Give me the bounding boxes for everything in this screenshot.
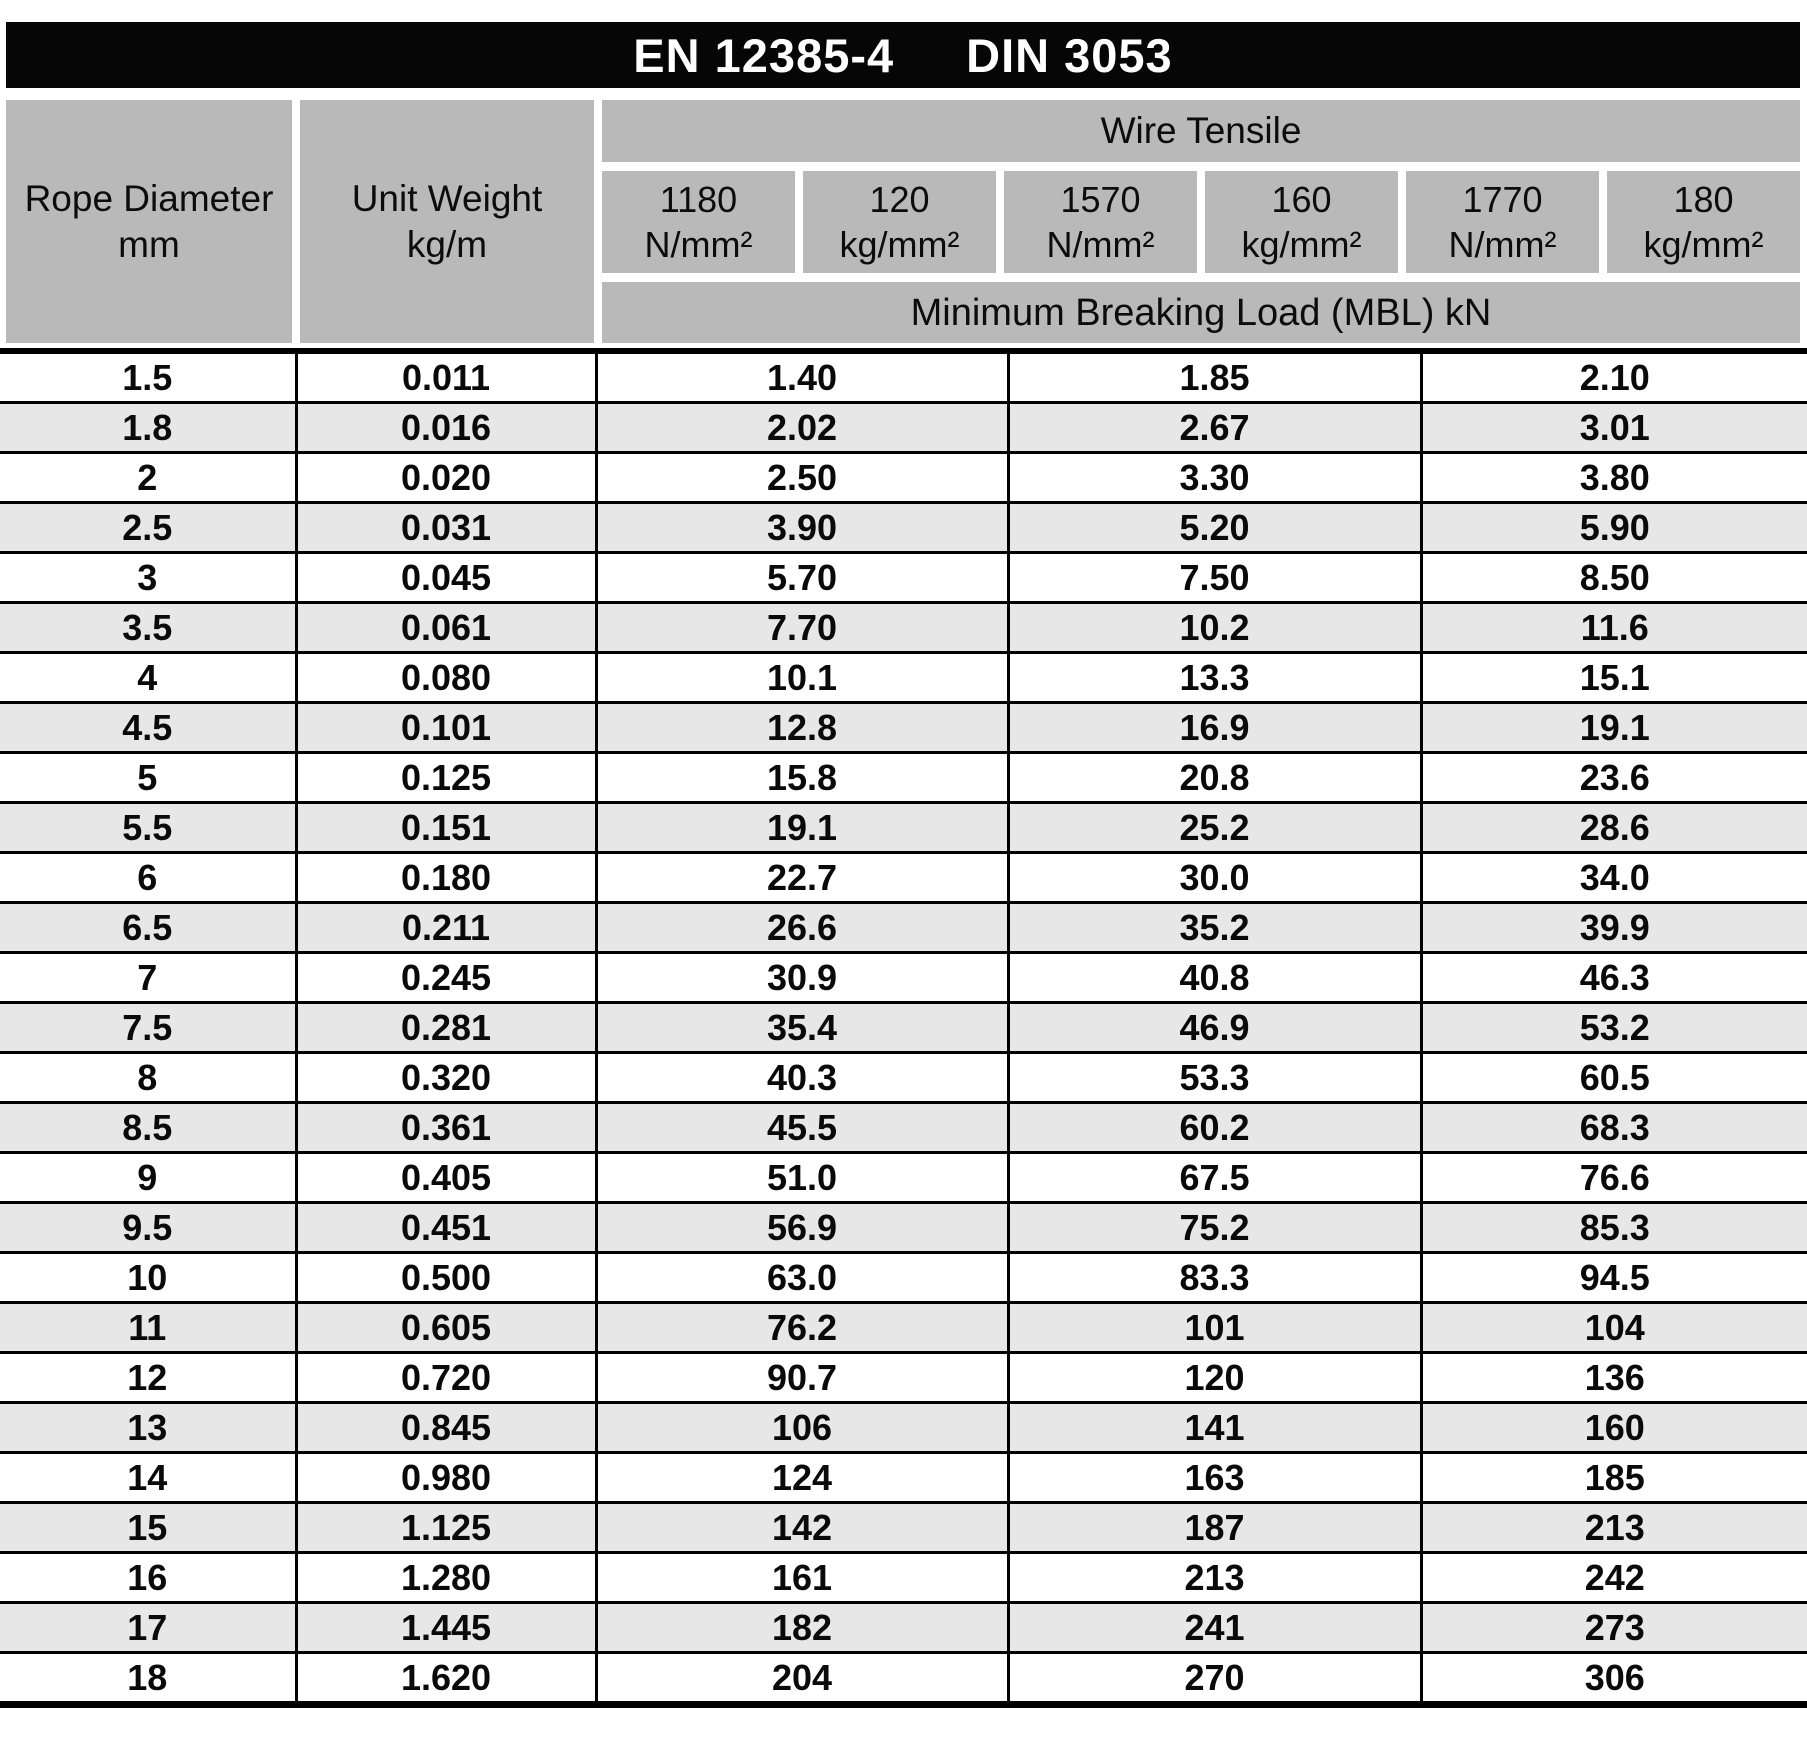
unit-weight-header-line1: Unit Weight	[351, 177, 543, 219]
rope-diameter-cell: 8	[0, 1053, 296, 1103]
unit-weight-cell: 0.361	[296, 1103, 596, 1153]
rope-diameter-cell: 17	[0, 1603, 296, 1653]
rope-diameter-cell: 2	[0, 453, 296, 503]
rope-diameter-cell: 10	[0, 1253, 296, 1303]
mbl-1180-cell: 90.7	[596, 1353, 1008, 1403]
mbl-1180-cell: 2.50	[596, 453, 1008, 503]
unit-weight-cell: 0.125	[296, 753, 596, 803]
table-row	[0, 1453, 1807, 1503]
mbl-1570-cell: 270	[1008, 1653, 1421, 1702]
table-row	[0, 1603, 1807, 1653]
mbl-1770-cell: 273	[1421, 1603, 1807, 1653]
tensile-grade-unit: kg/mm²	[1643, 224, 1764, 265]
mbl-1770-cell: 23.6	[1421, 753, 1807, 803]
unit-weight-cell: 1.620	[296, 1653, 596, 1702]
table-row	[0, 1003, 1807, 1053]
table-row	[0, 1653, 1807, 1702]
tensile-grade-unit: N/mm²	[1448, 224, 1557, 265]
unit-weight-cell: 0.180	[296, 853, 596, 903]
mbl-1770-cell: 306	[1421, 1653, 1807, 1702]
unit-weight-cell: 0.980	[296, 1453, 596, 1503]
unit-weight-cell: 0.016	[296, 403, 596, 453]
unit-weight-cell: 0.845	[296, 1403, 596, 1453]
mbl-1180-cell: 106	[596, 1403, 1008, 1453]
mbl-1770-cell: 68.3	[1421, 1103, 1807, 1153]
rope-diameter-cell: 3	[0, 553, 296, 603]
mbl-1180-cell: 76.2	[596, 1303, 1008, 1353]
rope-diameter-cell: 12	[0, 1353, 296, 1403]
rope-diameter-cell: 4.5	[0, 703, 296, 753]
mbl-1180-cell: 182	[596, 1603, 1008, 1653]
unit-weight-cell: 0.605	[296, 1303, 596, 1353]
table-row	[0, 1553, 1807, 1603]
mbl-1570-cell: 213	[1008, 1553, 1421, 1603]
mbl-1180-cell: 1.40	[596, 354, 1008, 403]
mbl-1570-cell: 67.5	[1008, 1153, 1421, 1203]
tensile-grade-header-160	[1205, 171, 1398, 273]
mbl-1180-cell: 161	[596, 1553, 1008, 1603]
mbl-1180-cell: 3.90	[596, 503, 1008, 553]
rope-diameter-cell: 1.5	[0, 354, 296, 403]
tensile-grade-header-1570	[1004, 171, 1197, 273]
mbl-1770-cell: 34.0	[1421, 853, 1807, 903]
rope-diameter-cell: 8.5	[0, 1103, 296, 1153]
tensile-grade-value: 160	[1271, 179, 1332, 220]
mbl-data-table	[0, 354, 1807, 1701]
mbl-1570-cell: 2.67	[1008, 403, 1421, 453]
mbl-1180-cell: 30.9	[596, 953, 1008, 1003]
tensile-grade-value: 180	[1673, 179, 1734, 220]
mbl-1570-cell: 40.8	[1008, 953, 1421, 1003]
table-row	[0, 403, 1807, 453]
mbl-1180-cell: 204	[596, 1653, 1008, 1702]
mbl-1570-cell: 46.9	[1008, 1003, 1421, 1053]
mbl-1570-cell: 241	[1008, 1603, 1421, 1653]
mbl-1180-cell: 124	[596, 1453, 1008, 1503]
tensile-grade-header-1180	[602, 171, 795, 273]
unit-weight-cell: 0.101	[296, 703, 596, 753]
unit-weight-cell: 0.151	[296, 803, 596, 853]
mbl-1570-cell: 5.20	[1008, 503, 1421, 553]
table-row	[0, 653, 1807, 703]
mbl-1180-cell: 35.4	[596, 1003, 1008, 1053]
rope-diameter-header-line2: mm	[118, 223, 180, 265]
mbl-1770-cell: 60.5	[1421, 1053, 1807, 1103]
rope-diameter-cell: 15	[0, 1503, 296, 1553]
rope-diameter-cell: 7	[0, 953, 296, 1003]
unit-weight-cell: 0.011	[296, 354, 596, 403]
table-row	[0, 803, 1807, 853]
rope-diameter-cell: 11	[0, 1303, 296, 1353]
table-row	[0, 1353, 1807, 1403]
mbl-1180-cell: 22.7	[596, 853, 1008, 903]
table-header	[6, 100, 1800, 343]
table-row	[0, 903, 1807, 953]
mbl-1770-cell: 160	[1421, 1403, 1807, 1453]
table-row	[0, 1403, 1807, 1453]
rope-diameter-cell: 18	[0, 1653, 296, 1702]
mbl-1770-cell: 85.3	[1421, 1203, 1807, 1253]
mbl-1770-cell: 15.1	[1421, 653, 1807, 703]
mbl-1180-cell: 5.70	[596, 553, 1008, 603]
rope-diameter-cell: 16	[0, 1553, 296, 1603]
rope-diameter-cell: 9.5	[0, 1203, 296, 1253]
rope-diameter-header-line1: Rope Diameter	[24, 177, 274, 219]
rope-diameter-cell: 6	[0, 853, 296, 903]
table-row	[0, 1053, 1807, 1103]
mbl-1570-cell: 141	[1008, 1403, 1421, 1453]
mbl-1570-cell: 83.3	[1008, 1253, 1421, 1303]
tensile-grade-header-1770	[1406, 171, 1599, 273]
mbl-1180-cell: 51.0	[596, 1153, 1008, 1203]
mbl-1770-cell: 53.2	[1421, 1003, 1807, 1053]
mbl-1770-cell: 3.01	[1421, 403, 1807, 453]
standard-en-label: EN 12385-4	[633, 28, 895, 82]
tensile-grade-header-120	[803, 171, 996, 273]
unit-weight-cell: 0.061	[296, 603, 596, 653]
rope-diameter-cell: 2.5	[0, 503, 296, 553]
mbl-1770-cell: 28.6	[1421, 803, 1807, 853]
mbl-1770-cell: 2.10	[1579, 356, 1650, 398]
mbl-1180-cell: 26.6	[596, 903, 1008, 953]
mbl-1770-cell: 213	[1421, 1503, 1807, 1553]
mbl-1770-cell: 185	[1421, 1453, 1807, 1503]
mbl-1570-cell: 163	[1008, 1453, 1421, 1503]
table-row	[0, 853, 1807, 903]
unit-weight-cell: 0.451	[296, 1203, 596, 1253]
mbl-1570-cell: 60.2	[1008, 1103, 1421, 1153]
unit-weight-cell: 0.080	[296, 653, 596, 703]
mbl-1770-cell: 46.3	[1421, 953, 1807, 1003]
mbl-1180-cell: 15.8	[596, 753, 1008, 803]
mbl-1570-cell: 16.9	[1008, 703, 1421, 753]
mbl-1570-cell: 187	[1008, 1503, 1421, 1553]
rope-diameter-cell: 5.5	[0, 803, 296, 853]
mbl-1570-cell: 10.2	[1008, 603, 1421, 653]
rope-diameter-cell: 3.5	[0, 603, 296, 653]
mbl-1770-cell: 11.6	[1421, 603, 1807, 653]
standard-din-label: DIN 3053	[966, 28, 1173, 82]
mbl-1570-cell: 35.2	[1008, 903, 1421, 953]
mbl-1770-cell: 5.90	[1421, 503, 1807, 553]
table-row	[0, 553, 1807, 603]
rope-diameter-cell: 13	[0, 1403, 296, 1453]
unit-weight-cell: 1.445	[296, 1603, 596, 1653]
unit-weight-cell: 0.320	[296, 1053, 596, 1103]
mbl-1180-cell: 142	[596, 1503, 1008, 1553]
rope-diameter-cell: 5	[0, 753, 296, 803]
rope-diameter-cell: 9	[0, 1153, 296, 1203]
tensile-grade-value: 120	[869, 179, 930, 220]
tensile-grade-header-180	[1607, 171, 1800, 273]
mbl-1570-cell: 1.85	[1008, 354, 1421, 403]
unit-weight-cell: 0.500	[296, 1253, 596, 1303]
tensile-grade-unit: N/mm²	[1046, 224, 1155, 265]
table-row	[0, 953, 1807, 1003]
table-row	[0, 1203, 1807, 1253]
mbl-1570-cell: 25.2	[1008, 803, 1421, 853]
tensile-grade-value: 1770	[1462, 179, 1543, 220]
title-bar	[6, 22, 1800, 88]
unit-weight-cell: 0.031	[296, 503, 596, 553]
mbl-header: Minimum Breaking Load (MBL) kN	[602, 282, 1800, 343]
mbl-1570-cell: 30.0	[1008, 853, 1421, 903]
table-bottom-rule	[0, 1701, 1807, 1708]
table-row	[0, 1103, 1807, 1153]
rope-diameter-cell: 14	[0, 1453, 296, 1503]
unit-weight-cell: 0.045	[296, 553, 596, 603]
mbl-1570-cell: 3.30	[1008, 453, 1421, 503]
mbl-1770-cell: 76.6	[1421, 1153, 1807, 1203]
mbl-1770-cell: 3.80	[1421, 453, 1807, 503]
table-row	[0, 1153, 1807, 1203]
unit-weight-cell: 0.281	[296, 1003, 596, 1053]
mbl-1570-cell: 101	[1008, 1303, 1421, 1353]
unit-weight-cell: 0.405	[296, 1153, 596, 1203]
unit-weight-cell: 0.020	[296, 453, 596, 503]
mbl-1770-cell: 39.9	[1421, 903, 1807, 953]
mbl-1180-cell: 45.5	[596, 1103, 1008, 1153]
table-row	[0, 503, 1807, 553]
mbl-1180-cell: 40.3	[596, 1053, 1008, 1103]
tensile-grade-value: 1570	[1060, 179, 1141, 220]
mbl-1180-cell: 63.0	[596, 1253, 1008, 1303]
unit-weight-header	[300, 100, 594, 343]
table-row	[0, 753, 1807, 803]
mbl-1180-cell: 56.9	[596, 1203, 1008, 1253]
unit-weight-cell: 1.125	[296, 1503, 596, 1553]
mbl-1570-cell: 20.8	[1008, 753, 1421, 803]
mbl-1770-cell: 94.5	[1421, 1253, 1807, 1303]
mbl-1180-cell: 7.70	[596, 603, 1008, 653]
rope-diameter-cell: 6.5	[0, 903, 296, 953]
mbl-1770-cell: 8.50	[1421, 553, 1807, 603]
wire-tensile-header: Wire Tensile	[602, 100, 1800, 162]
mbl-1570-cell: 120	[1008, 1353, 1421, 1403]
mbl-1180-cell: 2.02	[596, 403, 1008, 453]
mbl-1770-cell: 136	[1421, 1353, 1807, 1403]
mbl-1570-cell: 75.2	[1008, 1203, 1421, 1253]
unit-weight-cell: 0.211	[296, 903, 596, 953]
tensile-grade-unit: kg/mm²	[1241, 224, 1362, 265]
rope-diameter-header	[6, 100, 292, 343]
mbl-1180-cell: 19.1	[596, 803, 1008, 853]
mbl-1770-cell: 242	[1421, 1553, 1807, 1603]
rope-diameter-cell: 7.5	[0, 1003, 296, 1053]
mbl-1570-cell: 7.50	[1008, 553, 1421, 603]
table-row	[0, 1303, 1807, 1353]
unit-weight-header-line2: kg/m	[406, 223, 488, 265]
rope-diameter-cell: 4	[0, 653, 296, 703]
mbl-1180-cell: 10.1	[596, 653, 1008, 703]
mbl-table-body	[0, 354, 1807, 1701]
table-row	[0, 1503, 1807, 1553]
unit-weight-cell: 1.280	[296, 1553, 596, 1603]
tensile-grade-unit: kg/mm²	[839, 224, 960, 265]
mbl-1770-cell: 19.1	[1421, 703, 1807, 753]
mbl-1570-cell: 13.3	[1008, 653, 1421, 703]
mbl-1180-cell: 12.8	[596, 703, 1008, 753]
rope-diameter-cell: 1.8	[0, 403, 296, 453]
table-row	[0, 354, 1807, 403]
tensile-grade-unit: N/mm²	[644, 224, 753, 265]
unit-weight-cell: 0.245	[296, 953, 596, 1003]
table-row	[0, 1253, 1807, 1303]
table-row	[0, 603, 1807, 653]
mbl-1770-cell: 104	[1421, 1303, 1807, 1353]
table-row	[0, 453, 1807, 503]
mbl-1570-cell: 53.3	[1008, 1053, 1421, 1103]
tensile-grade-value: 1180	[659, 179, 738, 220]
unit-weight-cell: 0.720	[296, 1353, 596, 1403]
table-row	[0, 703, 1807, 753]
